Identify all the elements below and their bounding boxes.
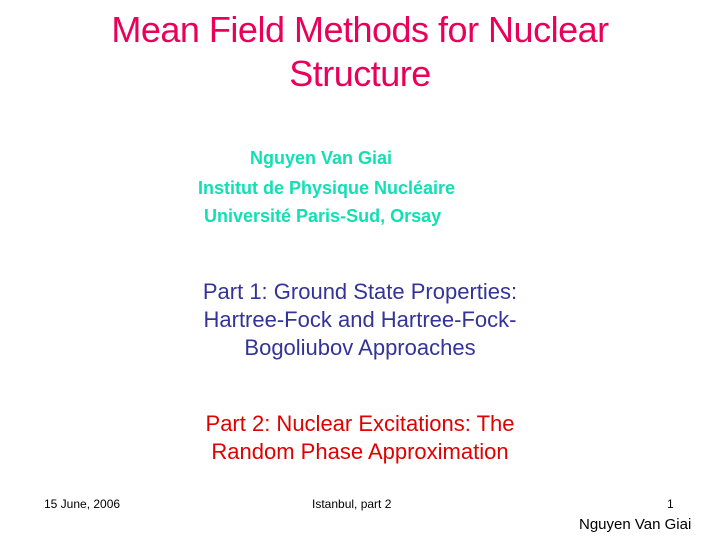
slide-title — [0, 8, 720, 96]
author-institute: Institut de Physique Nucléaire — [198, 178, 456, 198]
footer-date: 15 June, 2006 — [44, 497, 121, 511]
author-name: Nguyen Van Giai — [250, 148, 393, 168]
footer-author: Nguyen Van Giai — [579, 516, 692, 533]
part2-line-1: Part 2: Nuclear Excitations: The — [205, 411, 515, 436]
part1-line-3: Bogoliubov Approaches — [244, 335, 476, 360]
part1-line-1: Part 1: Ground State Properties: — [202, 279, 518, 304]
footer-event: Istanbul, part 2 — [312, 497, 392, 511]
part1-description — [0, 278, 720, 362]
part2-description — [0, 410, 720, 466]
part2-line-2: Random Phase Approximation — [211, 439, 509, 464]
slide-title-line-2: Structure — [289, 53, 431, 94]
part1-line-2: Hartree-Fock and Hartree-Fock- — [203, 307, 517, 332]
author-university: Université Paris-Sud, Orsay — [204, 206, 442, 226]
footer-page-number: 1 — [667, 497, 674, 511]
slide-title-line-1: Mean Field Methods for Nuclear — [111, 9, 609, 50]
